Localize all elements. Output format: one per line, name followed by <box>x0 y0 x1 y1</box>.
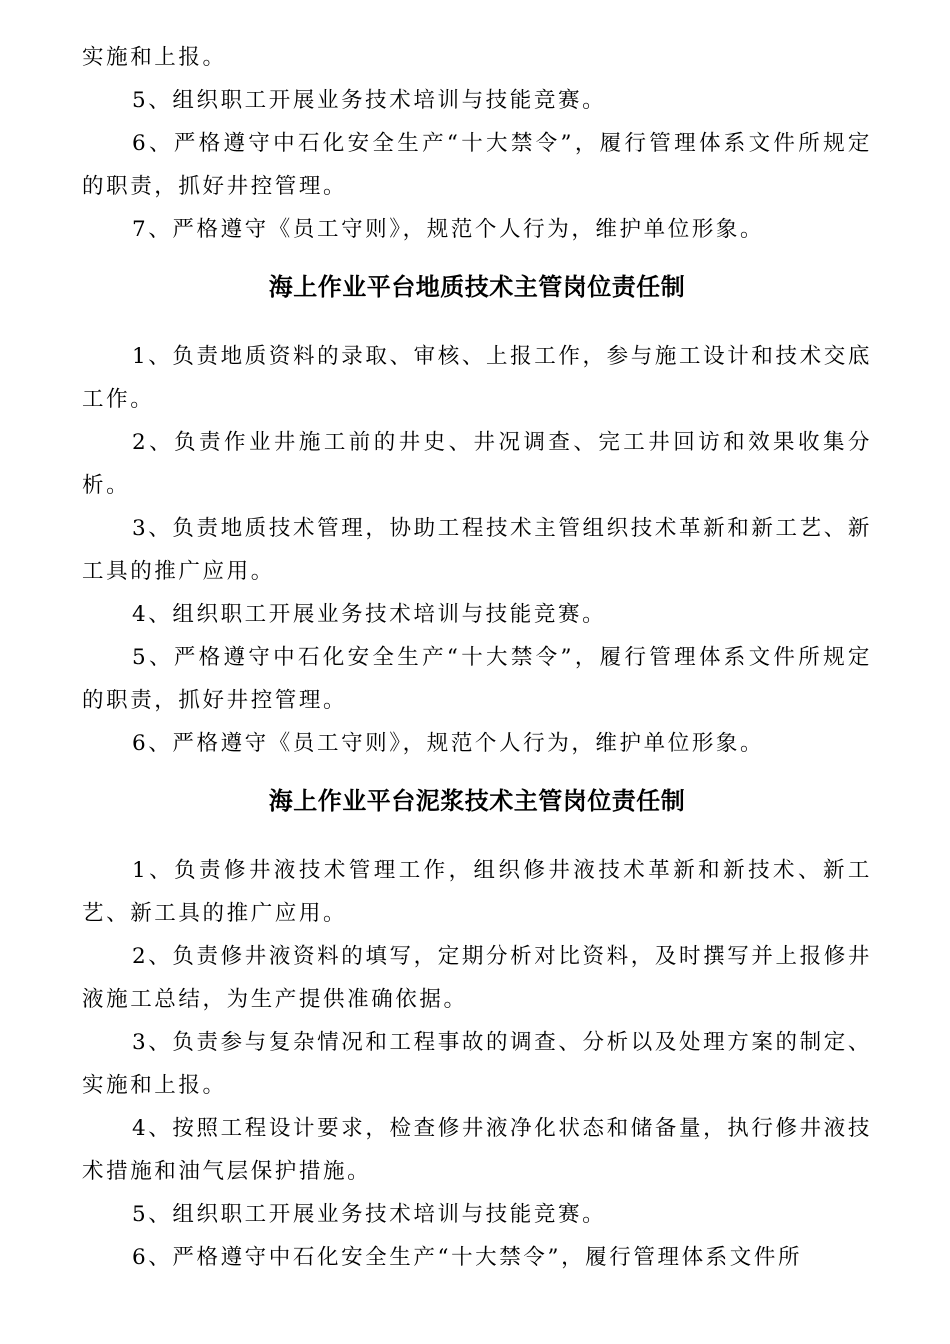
list-item: 5、组织职工开展业务技术培训与技能竞赛。 <box>132 88 607 113</box>
list-item: 1、负责修井液技术管理工作，组织修井液技术革新和新技术、新工艺、新工具的推广应用。 <box>82 858 872 926</box>
list-item: 2、负责修井液资料的填写，定期分析对比资料，及时撰写并上报修井液施工总结，为生产提供准确依据。 <box>82 944 872 1012</box>
paragraph-continuation: 实施和上报。 <box>82 45 227 70</box>
section-geology-supervisor <box>82 271 872 765</box>
list-item: 6、严格遵守中石化安全生产“十大禁令”，履行管理体系文件所 <box>132 1245 803 1270</box>
list-item: 6、严格遵守《员工守则》，规范个人行为，维护单位形象。 <box>132 731 765 756</box>
section-a <box>82 36 872 251</box>
list-item: 6、严格遵守中石化安全生产“十大禁令”，履行管理体系文件所规定的职责，抓好井控管理。 <box>82 131 872 199</box>
list-item: 4、按照工程设计要求，检查修井液净化状态和储备量，执行修井液技术措施和油气层保护措施。 <box>82 1116 872 1184</box>
section-title: 海上作业平台泥浆技术主管岗位责任制 <box>268 787 686 815</box>
list-item: 1、负责地质资料的录取、审核、上报工作，参与施工设计和技术交底工作。 <box>82 344 872 412</box>
list-item: 2、负责作业井施工前的井史、井况调查、完工井回访和效果收集分析。 <box>82 430 872 498</box>
list-item: 3、负责参与复杂情况和工程事故的调查、分析以及处理方案的制定、实施和上报。 <box>82 1030 872 1098</box>
document-page <box>82 36 872 1279</box>
section-title: 海上作业平台地质技术主管岗位责任制 <box>268 273 686 301</box>
list-item: 5、严格遵守中石化安全生产“十大禁令”，履行管理体系文件所规定的职责，抓好井控管理。 <box>82 645 872 713</box>
list-item: 3、负责地质技术管理，协助工程技术主管组织技术革新和新工艺、新工具的推广应用。 <box>82 516 872 584</box>
list-item: 4、组织职工开展业务技术培训与技能竞赛。 <box>132 602 607 627</box>
list-item: 5、组织职工开展业务技术培训与技能竞赛。 <box>132 1202 607 1227</box>
section-mud-supervisor <box>82 785 872 1279</box>
list-item: 7、严格遵守《员工守则》，规范个人行为，维护单位形象。 <box>132 217 765 242</box>
